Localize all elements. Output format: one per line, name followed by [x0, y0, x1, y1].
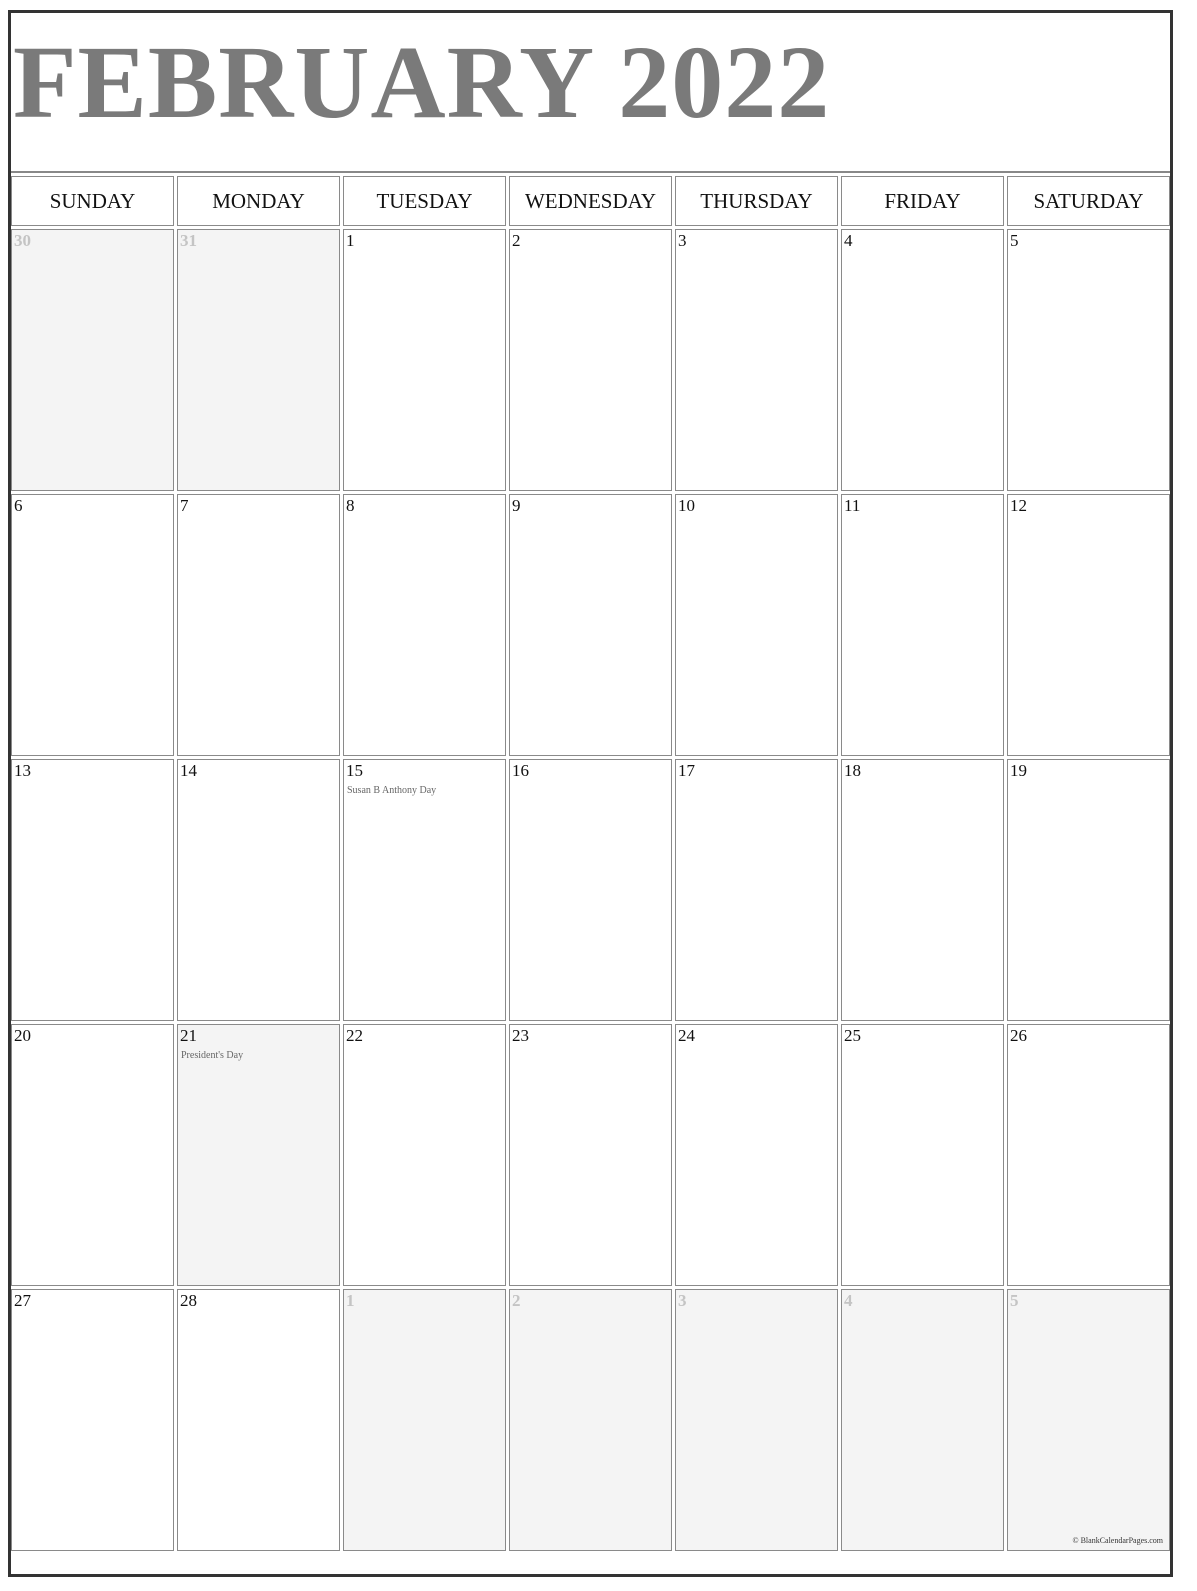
- day-number: 17: [678, 761, 695, 780]
- day-number: 6: [14, 496, 23, 515]
- day-cell: [177, 1289, 340, 1551]
- day-cell: [343, 1024, 506, 1286]
- day-number: 9: [512, 496, 521, 515]
- weekday-header-monday: MONDAY: [177, 176, 340, 226]
- day-cell: [509, 759, 672, 1021]
- calendar-title: FEBRUARY 2022: [13, 25, 831, 140]
- day-number: 31: [180, 231, 197, 250]
- day-number: 7: [180, 496, 189, 515]
- day-cell: [675, 759, 838, 1021]
- day-cell: [841, 1024, 1004, 1286]
- calendar-frame: [8, 10, 1173, 1577]
- day-number: 10: [678, 496, 695, 515]
- day-cell: [177, 1024, 340, 1286]
- day-number: 4: [844, 1291, 853, 1310]
- day-cell: [1007, 1024, 1170, 1286]
- day-number: 2: [512, 231, 521, 250]
- weekday-header-tuesday: TUESDAY: [343, 176, 506, 226]
- day-number: 8: [346, 496, 355, 515]
- day-number: 16: [512, 761, 529, 780]
- day-number: 5: [1010, 1291, 1019, 1310]
- day-cell-other-month: [841, 1289, 1004, 1551]
- day-cell: [841, 494, 1004, 756]
- weekday-header-sunday: SUNDAY: [11, 176, 174, 226]
- day-cell: [675, 494, 838, 756]
- day-cell: [343, 494, 506, 756]
- day-cell-other-month: [675, 1289, 838, 1551]
- title-area: [11, 13, 1170, 173]
- day-number: 5: [1010, 231, 1019, 250]
- day-number: 18: [844, 761, 861, 780]
- weekday-header-wednesday: WEDNESDAY: [509, 176, 672, 226]
- day-cell: [11, 494, 174, 756]
- day-number: 23: [512, 1026, 529, 1045]
- weekday-header-friday: FRIDAY: [841, 176, 1004, 226]
- day-number: 27: [14, 1291, 31, 1310]
- day-cell: [1007, 759, 1170, 1021]
- day-cell: [509, 494, 672, 756]
- day-cell-other-month: [1007, 1289, 1170, 1551]
- weekday-header-saturday: SATURDAY: [1007, 176, 1170, 226]
- day-number: 3: [678, 231, 687, 250]
- day-number: 28: [180, 1291, 197, 1310]
- day-number: 25: [844, 1026, 861, 1045]
- credit-text: © BlankCalendarPages.com: [1072, 1536, 1163, 1545]
- day-number: 1: [346, 231, 355, 250]
- holiday-note: President's Day: [181, 1050, 244, 1061]
- day-cell: [1007, 494, 1170, 756]
- day-number: 11: [844, 496, 861, 515]
- day-cell: [11, 759, 174, 1021]
- day-number: 22: [346, 1026, 363, 1045]
- day-cell: [343, 229, 506, 491]
- day-cell: [177, 494, 340, 756]
- day-cell: [509, 229, 672, 491]
- day-number: 1: [346, 1291, 355, 1310]
- day-cell-other-month: [177, 229, 340, 491]
- day-number: 2: [512, 1291, 521, 1310]
- day-cell-other-month: [509, 1289, 672, 1551]
- day-number: 4: [844, 231, 853, 250]
- calendar-grid: [11, 176, 1170, 1554]
- day-cell: [11, 1289, 174, 1551]
- day-number: 20: [14, 1026, 31, 1045]
- day-cell: [841, 229, 1004, 491]
- weekday-header-thursday: THURSDAY: [675, 176, 838, 226]
- day-number: 13: [14, 761, 31, 780]
- day-number: 14: [180, 761, 197, 780]
- day-cell: [509, 1024, 672, 1286]
- day-number: 26: [1010, 1026, 1027, 1045]
- day-number: 3: [678, 1291, 687, 1310]
- day-cell: [11, 1024, 174, 1286]
- day-cell: [343, 759, 506, 1021]
- day-cell-other-month: [11, 229, 174, 491]
- day-cell: [675, 1024, 838, 1286]
- day-number: 30: [14, 231, 31, 250]
- day-cell: [841, 759, 1004, 1021]
- day-cell-other-month: [343, 1289, 506, 1551]
- day-number: 19: [1010, 761, 1027, 780]
- day-number: 24: [678, 1026, 695, 1045]
- day-cell: [1007, 229, 1170, 491]
- day-number: 12: [1010, 496, 1027, 515]
- day-number: 21: [180, 1026, 197, 1045]
- day-cell: [675, 229, 838, 491]
- holiday-note: Susan B Anthony Day: [347, 785, 437, 796]
- day-cell: [177, 759, 340, 1021]
- day-number: 15: [346, 761, 363, 780]
